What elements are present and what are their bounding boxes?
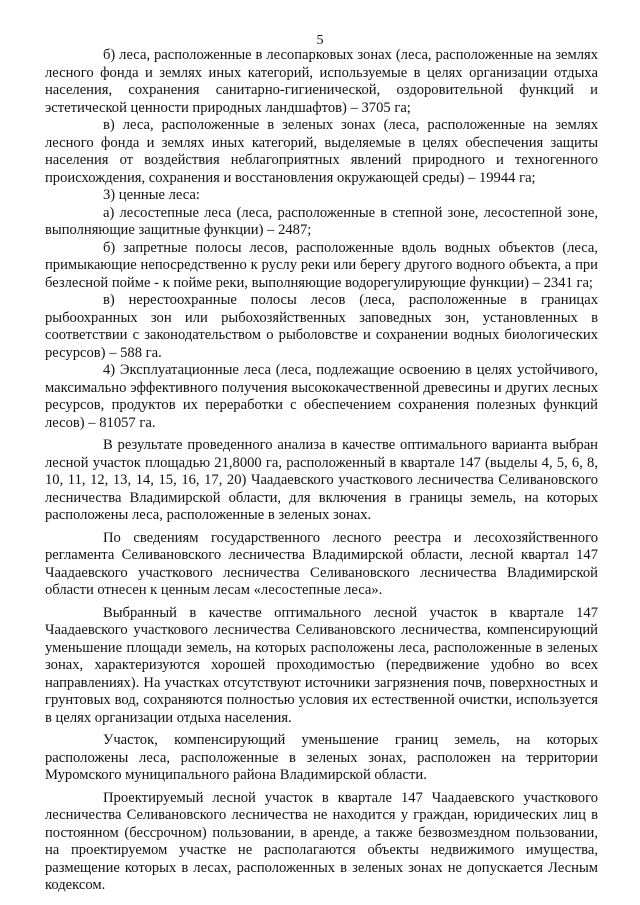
paragraph-analysis-result: В результате проведенного анализа в качестве оптимального варианта выбран лесной участок площадью 21,8000 га, расположенный в квартале 147 (выделы 4, 5, 6, 8, 10, 11, 12, 13, 14, 15, 16, 17, 20) Чаадаевского участкового лесничества Селивановского лесничества Владимирской области, для включения в границы земель, на которых расположены леса, расположенные в зеленых зонах. <box>45 437 598 523</box>
paragraph-site-location: Участок, компенсирующий уменьшение границ земель, на которых расположены леса, расположенные в зеленых зонах, расположен на территории Муромского муниципального района Владимирской области. <box>45 732 598 783</box>
page-number: 5 <box>316 33 324 48</box>
paragraph-v-green-zones: в) леса, расположенные в зеленых зонах (леса, расположенные на землях лесного фонда и землях иных категорий, выделяемые в целях обеспечения защиты населения от воздействия неблагоприятных явлений природного и техногенного происхождения, сохранения и восстановления окружающей среды) – 19944 га; <box>45 117 598 186</box>
paragraph-v-spawning-strips: в) нерестоохранные полосы лесов (леса, расположенные в границах рыбоохранных зон или рыбохозяйственных заповедных зон, установленных в соответствии с законодательством о рыболовстве и сохранении водных биологических ресурсов) – 588 га. <box>45 292 598 361</box>
paragraph-valuable-forests: 3) ценные леса: <box>103 187 200 203</box>
paragraph-selected-site: Выбранный в качестве оптимального лесной участок в квартале 147 Чаадаевского участкового лесничества Селивановского лесничества, компенсирующий уменьшение площади земель, на которых расположены леса, расположенные в зеленых зонах, характеризуются хорошей проходимостью (передвижение удобно во всех направлениях). На участках отсутствуют источники загрязнения почв, поверхностных и грунтовых вод, сохраняются полностью условия их естественной очистки, используется в целях организации отдыха населения. <box>45 604 598 726</box>
paragraph-operational-forests: 4) Эксплуатационные леса (леса, подлежащие освоению в целях устойчивого, максимально эффективного получения высококачественной древесины и других лесных ресурсов, продуктов их переработки с обеспечением сохранения полезных функций лесов) – 81057 га. <box>45 362 598 431</box>
body-text <box>45 47 598 895</box>
paragraph-a-forest-steppe: а) лесостепные леса (леса, расположенные в степной зоне, лесостепной зоне, выполняющие защитные функции) – 2487; <box>45 204 598 238</box>
paragraph-site-status: Проектируемый лесной участок в квартале 147 Чаадаевского участкового лесничества Селивановского лесничества не находится у граждан, юридических лиц в постоянном (бессрочном) пользовании, в аренде, а также безвозмездном пользовании, на проектируемом участке не располагаются объекты недвижимого имущества, размещение которых в лесах, расположенных в зеленых зонах не допускается Лесным кодексом. <box>45 789 598 893</box>
paragraph-registry-info: По сведениям государственного лесного реестра и лесохозяйственного регламента Селивановского лесничества Владимирской области, лесной квартал 147 Чаадаевского участкового лесничества Селивановского лесничества Владимирской области отнесен к ценным лесам «лесостепные леса». <box>45 529 598 598</box>
paragraph-b-protective-strips: б) запретные полосы лесов, расположенные вдоль водных объектов (леса, примыкающие непосредственно к руслу реки или берегу другого водного объекта, а при безлесной пойме - к пойме реки, выполняющие водорегулирующие функции) – 2341 га; <box>45 239 598 291</box>
paragraph-b-lesopark: б) леса, расположенные в лесопарковых зонах (леса, расположенные на землях лесного фонда и землях иных категорий, используемые в целях организации отдыха населения, сохранения санитарно-гигиенической, оздоровительной функций и эстетической ценности природных ландшафтов) – 3705 га; <box>45 47 598 116</box>
